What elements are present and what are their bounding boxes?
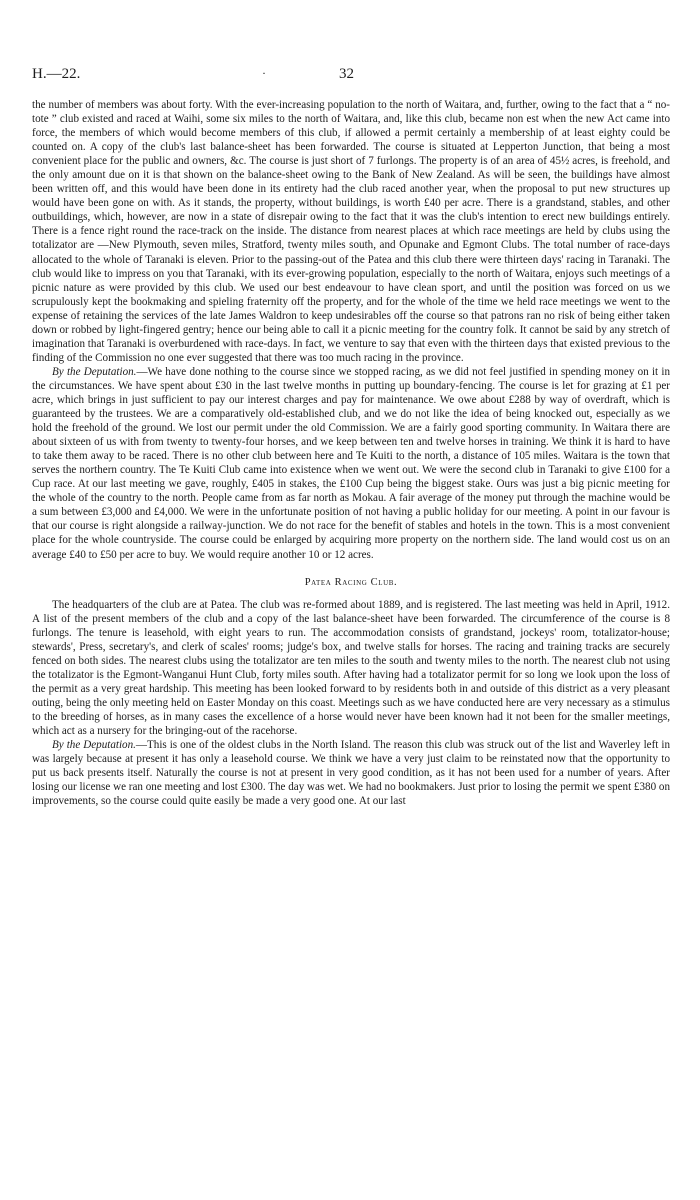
paragraph-4 [32,738,670,808]
paragraph-2-text: —We have done nothing to the course since we stopped racing, as we did not feel justified in spending money on it in the circumstances. We have spent about £30 in the last twelve months in putting up boundary-fencing. The course is let for grazing at £1 per acre, which brings in just sufficient to pay our interest charges and pay for maintenance. We owe about £288 by way of overdraft, which is guaranteed by the trustees. We are a comparatively old-established club, and we do not like the idea of being knocked out, especially as we hold the freehold of the ground. We lost our permit under the old Commission. We are a fairly good sporting community. In Waitara there are about sixteen of us with from twenty to twenty-four horses, and we keep between ten and twelve horses in training. We think it is hard to have to take them away to be raced. There is no other club between here and Te Kuiti to the north, a distance of 105 miles. Waitara is the town that serves the northern country. The Te Kuiti Club came into existence when we went out. We were the second club in Taranaki to give £100 for a Cup race. At our last meeting we gave, roughly, £405 in stakes, the £100 Cup being the biggest stake. Ours was just a big picnic meeting for the whole of the country to the north. People came from as far north as Mokau. A fair average of the money put through the machine would be a sum between £3,000 and £4,000. We were in the unfortunate position of not having a public holiday for our meeting. A point in our favour is that our course is right alongside a railway-junction. We do not race for the benefit of stables and hotels in the town. This is a most convenient place for the whole countryside. The course could be enlarged by acquiring more property on the northern side. The land would cost us on an average £40 to £50 per acre to buy. We would require another 10 or 12 acres. [32,365,670,561]
section-title: Patea Racing Club. [304,576,398,588]
paragraph-3 [32,598,670,738]
paragraph-2 [32,365,670,562]
header-dot: · [262,66,266,80]
paragraph-3-text: The headquarters of the club are at Patea. The club was re-formed about 1889, and is registered. The last meeting was held in April, 1912. A list of the present members of the club and a copy of the last balance-sheet have been forwarded. The circumference of the course is 8 furlongs. The tenure is leasehold, with eight years to run. The accommodation consists of grandstand, jockeys' room, totalizator-house; stewards', Press, secretary's, and clerk of scales' rooms; judge's box, and twelve stalls for horses. The racing and training tracks are securely fenced on both sides. The nearest clubs using the totalizator are ten miles to the south and twenty miles to the north. The nearest club not using the totalizator is the Egmont-Wanganui Hunt Club, forty miles south. After having had a totalizator permit for so long we look upon the loss of the permit as a very great hardship. This meeting has been looked forward to by residents both in and outside of this district as a very pleasant outing, being the only meeting held on Easter Monday on this coast. Meetings such as we have conducted here are very necessary as a stimulus to the breeding of horses, as in many cases the excellence of a horse would never have been known had it not been for the smaller meetings, which act as a nursery for the bringing-out of the racehorse. [32,598,670,738]
document-reference: H.—22. [32,66,81,82]
page-header [32,66,670,88]
document-page [32,66,670,808]
deputation-lead: By the Deputation. [52,365,137,378]
page-number: 32 [339,66,354,82]
paragraph-1 [32,98,670,365]
deputation-lead: By the Deputation. [52,739,136,752]
document-body [32,98,670,808]
paragraph-1-text: the number of members was about forty. With the ever-increasing population to the north of Waitara, and, further, owing to the fact that a “ no-tote ” club existed and raced at Waihi, some six miles to the north of Waitara, and, like this club, became non est when the new Act came into force, the members of which would become members of this club, if allowed a permit certainly a membership of at least eighty could be counted on. A copy of the club's last balance-sheet has been forwarded. The course is situated at Lepperton Junction, that being a most convenient place for the public and owners, &c. The course is just short of 7 furlongs. The property is of an area of 45½ acres, is freehold, and the only amount due on it is that shown on the balance-sheet owing to the Bank of New Zealand. As will be seen, the buildings have almost been written off, and this would have been done in its entirety had the club raced another year, when the proposal to put new structures up would have been gone on with. As it stands, the property, without buildings, is worth £40 per acre. There is a grandstand, stables, and other outbuildings, which, however, are now in a state of disrepair owing to the fact that it was the club's intention to erect new buildings entirely. There is a fence right round the race-track on the inside. The distance from nearest places at which race meetings are held by clubs using the totalizator are —New Plymouth, seven miles, Stratford, twenty miles south, and Opunake and Egmont Clubs. The total number of race-days allocated to the whole of Taranaki is eleven. Prior to the passing-out of the Patea and this club there were thirteen days' racing in Taranaki. The club would like to impress on you that Taranaki, with its ever-growing population, especially to the north of Waitara, enjoys such meetings of a picnic nature as were provided by this club. We used our best endeavour to have clean sport, and until the position was forced on us we scrupulously kept the bookmaking and spieling fraternity off the property, and for the whole of the time we held race meetings we went to the expense of retaining the services of the late James Waldron to keep undesirables off the course so that patrons ran no risk of being either taken down or robbed by light-fingered gentry; hence our being able to call it a picnic meeting for the country folk. It cannot be said by any stretch of imagination that Taranaki is overburdened with race-days. In fact, we venture to say that even with the thirteen days that existed previous to the finding of the Commission no one ever suggested that there was too much racing in the province. [32,99,670,364]
paragraph-4-text: —This is one of the oldest clubs in the North Island. The reason this club was struck out of the list and Waverley left in was largely because at present it has only a leasehold course. We think we have a very just claim to be reinstated now that the opportunity to put us back presents itself. Naturally the course is not at present in very good condition, as it has not been used for a number of years. After losing our license we ran one meeting and lost £300. The day was wet. We had no bookmakers. Just prior to losing the permit we spent £380 on improvements, so the course could quite easily be made a very good one. At our last [32,739,670,808]
